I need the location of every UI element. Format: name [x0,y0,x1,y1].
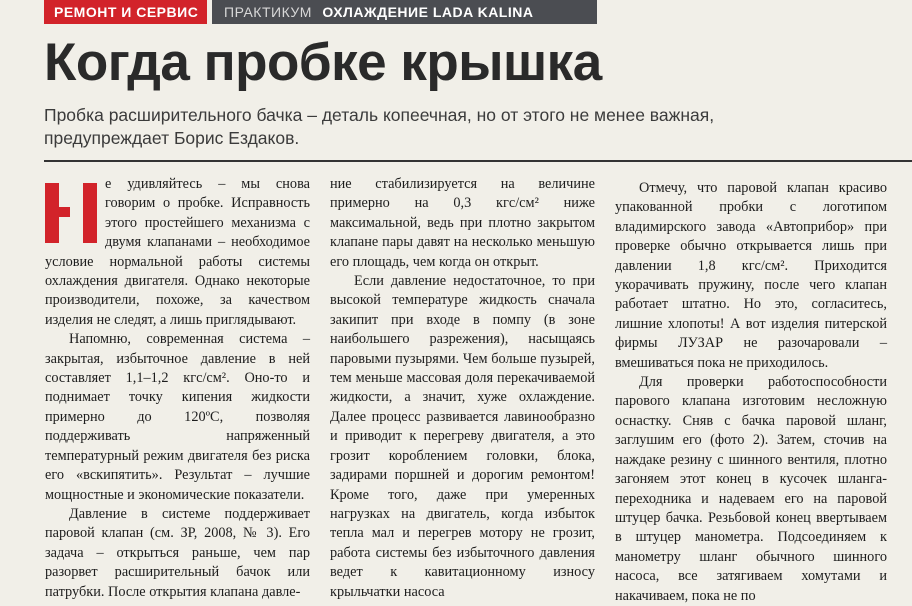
paragraph: ние стабилизируется на величине примерно на 0,3 кгс/см² ниже максимальной, ведь при плотно закрытом клапане пары давят на несколько меньшую его площадь, чем когда он открыт. [330,176,595,270]
section-header [44,0,912,24]
paragraph [45,175,310,330]
paragraph: Давление в системе поддерживает паровой клапан (см. ЗР, 2008, № 3). Его задача – открыться раньше, чем пар разорвет расширительный бачок или патрубки. После открытия клапана давле- [45,505,310,600]
column-3 [615,179,887,606]
paragraph: Отмечу, что паровой клапан красиво упакованной пробки с логотипом владимирского завода «Автоприбор» при проверке обычно открывается лишь при давлении 1,8 кгс/см². Приходится укорачивать пружину, после чего клапан работает штатно. Но это, согласитесь, лишние хлопоты! А вот изделия питерской фирмы ЛУЗАР не разочаровали – вмешиваться пока не приходилось. [615,180,887,371]
paragraph: Если давление недостаточное, то при высокой температуре жидкость сначала закипит при входе в помпу (в зоне наибольшего разрежения), насыщаясь паровыми пузырями. Чем больше пузырей, тем меньше массовая доля перекачиваемой жидкости, а значит, хуже охлаждение. Далее процесс развивается лавинообразно и приводит к перегреву двигателя, а это грозит короблением головки, блока, задирами поршней и дорогим ремонтом! Кроме того, даже при умеренных нагрузках на двигатель, когда избыток тепла мал и перегрев мотору не грозит, работа системы без избыточного давления ведет к кавитационному износу крыльчатки насоса [330,273,595,600]
paragraph: Напомню, современная система – закрытая, избыточное давление в ней составляет 1,1–1,2 кгс/см². Оно-то и поднимает точку кипения жидкости примерно до 120ºС, позволяя поддерживать напряженный температурный режим двигателя без риска его «вскипятить». Результат – лучшие мощностные и экономические показатели. [45,331,310,503]
topic-title: ОХЛАЖДЕНИЕ LADA KALINA [322,4,534,20]
divider [44,160,912,162]
article-lead: Пробка расширительного бачка – деталь копеечная, но от этого не менее важная, предупреждает Борис Ездаков. [44,105,715,148]
column-2 [330,175,595,602]
article-title: Когда пробке крышка [44,33,602,92]
column-1 [45,175,310,602]
paragraph: Для проверки работоспособности парового клапана изготовим несложную оснастку. Сняв с бачка паровой шланг, заглушим его (фото 2). Затем, сточив на наждаке резину с шинного вентиля, плотно загоняем этот конец в кусочек шланга-переходника и надеваем его на паровой штуцер бачка. Резьбовой конец ввертываем в штуцер манометра. Подсоединяем к манометру шланг обычного шинного насоса, все затягиваем хомутами и накачиваем, пока не по [615,374,887,604]
drop-cap [45,183,97,243]
topic-label [212,0,597,24]
category-label: ПРАКТИКУМ [224,4,312,20]
section-label: РЕМОНТ И СЕРВИС [44,0,207,24]
paragraph-text: е удивляйтесь – мы снова говорим о пробке. Исправность этого простейшего механизма с двумя клапанами – необходимое условие нормальной работы системы охлаждения двигателя. Однако некоторые производители, похоже, за качеством изделия не следят, а лишь приглядывают. [45,176,310,328]
